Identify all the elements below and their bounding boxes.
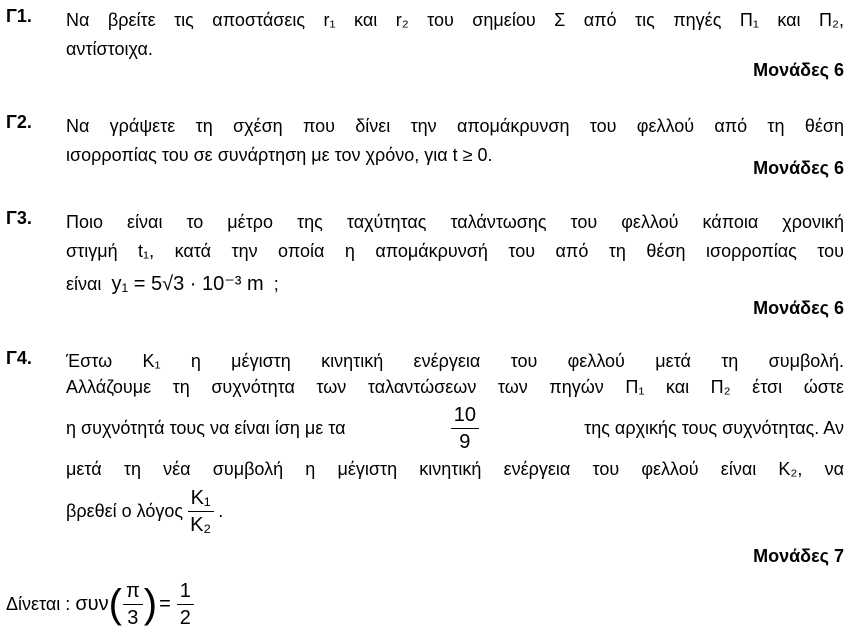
marks-label: Μονάδες 7	[753, 546, 844, 566]
text-prefix: βρεθεί ο λόγος	[66, 501, 184, 521]
equals-sign: =	[159, 592, 171, 615]
given-formula	[6, 576, 198, 632]
text-line: Ποιο είναι το μέτρο της ταχύτητας ταλάντωσης του φελλού κάποια χρονική	[66, 212, 844, 232]
fraction-denominator: 2	[179, 606, 191, 629]
marks-label: Μονάδες 6	[753, 60, 844, 80]
question-text	[66, 208, 844, 299]
question-number: Γ2.	[6, 112, 32, 132]
fraction-numerator: K₁	[188, 487, 214, 512]
text-line: Να γράψετε τη σχέση που δίνει την απομάκρυνση του φελλού από τη θέση	[66, 116, 844, 136]
text-line: στιγμή t₁, κατά την οποία η απομάκρυνσή του από τη θέση ισορροπίας του	[66, 241, 844, 261]
question-number: Γ1.	[6, 6, 32, 26]
close-paren: )	[143, 582, 158, 626]
fraction-denominator: 3	[127, 606, 139, 629]
text-line: ισορροπίας του σε συνάρτηση με τον χρόνο, για t ≥ 0.	[66, 145, 493, 165]
question-number: Γ4.	[6, 348, 32, 368]
math-expression: y₁ = 5√3 · 10⁻³ m	[111, 273, 264, 295]
text-line: Έστω Κ₁ η μέγιστη κινητική ενέργεια του φελλού μετά τη συμβολή.	[66, 351, 844, 371]
fraction-numerator: 10	[451, 404, 479, 429]
text-suffix: της αρχικής τους συχνότητας. Αν	[584, 418, 844, 438]
text-line	[66, 482, 844, 540]
fraction-k-ratio	[187, 487, 214, 536]
question-text	[66, 112, 844, 170]
text-prefix: η συχνότητά τους να είναι ίση με τα	[66, 418, 346, 438]
text-line	[66, 400, 844, 456]
fraction-pi-third	[123, 580, 143, 629]
text-suffix: ;	[273, 274, 279, 294]
fraction-ten-ninths	[451, 404, 479, 453]
given-label: Δίνεται :	[6, 593, 71, 614]
fraction-numerator: π	[123, 580, 143, 605]
text-suffix: .	[218, 501, 224, 521]
text-line: Να βρείτε τις αποστάσεις r₁ και r₂ του σημείου Σ από τις πηγές Π₁ και Π₂,	[66, 10, 844, 30]
question-g3	[6, 208, 844, 318]
question-number: Γ3.	[6, 208, 32, 228]
fraction-denominator: K₂	[190, 513, 212, 536]
text-line: μετά τη νέα συμβολή η μέγιστη κινητική ενέργεια του φελλού είναι Κ₂, να	[66, 459, 844, 479]
text-line: Αλλάζουμε τη συχνότητα των ταλαντώσεων των πηγών Π₁ και Π₂ έτσι ώστε	[66, 377, 844, 397]
text-line: αντίστοιχα.	[66, 39, 153, 59]
question-text	[66, 6, 844, 64]
question-text	[66, 348, 844, 540]
fraction-numerator: 1	[177, 580, 194, 605]
question-g4	[6, 348, 844, 566]
question-g1	[6, 6, 844, 80]
text-prefix: είναι	[66, 274, 102, 294]
cos-function: συν	[75, 592, 109, 615]
fraction-denominator: 9	[459, 430, 471, 453]
text-line	[66, 270, 844, 299]
question-g2	[6, 112, 844, 178]
fraction-one-half	[177, 580, 194, 629]
marks-label: Μονάδες 6	[753, 298, 844, 318]
marks-label: Μονάδες 6	[753, 158, 844, 178]
open-paren: (	[108, 582, 122, 626]
